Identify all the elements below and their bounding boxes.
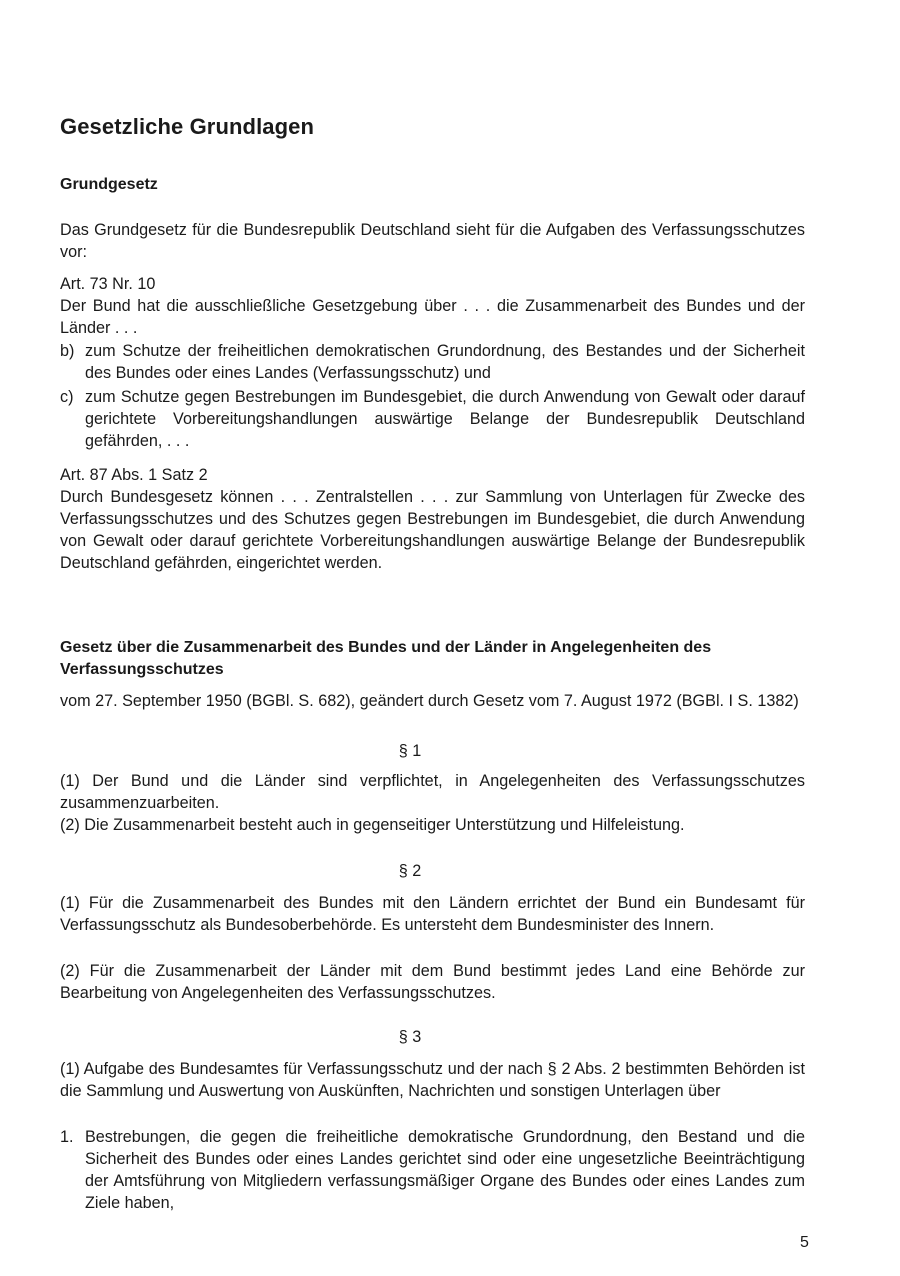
paragraph-1-clause-1: (1) Der Bund und die Länder sind verpflichtet, in Angelegenheiten des Verfassungsschutzes zusammenzuarbeiten. (60, 772, 805, 812)
page-title: Gesetzliche Grundlagen (60, 114, 315, 139)
list-item-text: zum Schutze gegen Bestrebungen im Bundesgebiet, die durch Anwendung von Gewalt oder darauf gerichtete Vorbereitungshandlungen auswärtige Belange der Bundesrepublik Deutschland gefährden, . . . (85, 388, 805, 450)
page-number: 5 (800, 1234, 809, 1251)
section-heading-gesetz: Gesetz über die Zusammenarbeit des Bundes und der Länder in Angelegenheiten des Verfassungsschutzes (60, 639, 712, 678)
art73-item-c (60, 386, 805, 452)
paragraph-1-title: § 1 (398, 742, 422, 760)
art73-item-b (60, 340, 805, 384)
paragraph-3-title: § 3 (398, 1028, 422, 1046)
grundgesetz-intro: Das Grundgesetz für die Bundesrepublik Deutschland sieht für die Aufgaben des Verfassungsschutzes vor: (60, 221, 805, 261)
paragraph-2-clause-1: (1) Für die Zusammenarbeit des Bundes mit den Ländern errichtet der Bund ein Bundesamt für Verfassungsschutz als Bundesoberbehörde. Es untersteht dem Bundesminister des Innern. (60, 894, 805, 934)
paragraph-3-clause-1: (1) Aufgabe des Bundesamtes für Verfassungsschutz und der nach § 2 Abs. 2 bestimmten Behörden ist die Sammlung und Auswertung von Auskünften, Nachrichten und sonstigen Unterlagen über (60, 1060, 805, 1100)
paragraph-3-item-1 (60, 1126, 805, 1214)
list-marker: 1. (60, 1128, 74, 1146)
art73-text: Der Bund hat die ausschließliche Gesetzgebung über . . . die Zusammenarbeit des Bundes und der Länder . . . (60, 297, 805, 337)
paragraph-1-clause-2: (2) Die Zusammenarbeit besteht auch in gegenseitiger Unterstützung und Hilfeleistung. (60, 816, 685, 834)
art87-text: Durch Bundesgesetz können . . . Zentralstellen . . . zur Sammlung von Unterlagen für Zwecke des Verfassungsschutzes und des Schutzes gegen Bestrebungen im Bundesgebiet, die durch Anwendung von Gewalt oder darauf gerichtete Vorbereitungshandlungen auswärtige Belange der Bundesrepublik Deutschland gefährden, eingerichtet werden. (60, 488, 805, 572)
gesetz-date: vom 27. September 1950 (BGBl. S. 682), geändert durch Gesetz vom 7. August 1972 (BGBl. I S. 1382) (60, 692, 799, 710)
art87-reference: Art. 87 Abs. 1 Satz 2 (60, 466, 208, 484)
section-heading-grundgesetz: Grundgesetz (60, 176, 158, 193)
art73-reference: Art. 73 Nr. 10 (60, 275, 156, 293)
list-item-text: Bestrebungen, die gegen die freiheitliche demokratische Grundordnung, den Bestand und die Sicherheit des Bundes oder eines Landes gerichtet sind oder eine ungesetzliche Beeinträchtigung der Amtsführung von Mitgliedern verfassungsmäßiger Organe des Bundes oder eines Landes zum Ziele haben, (85, 1128, 805, 1212)
paragraph-2-title: § 2 (398, 862, 422, 880)
list-marker: b) (60, 342, 75, 360)
list-marker: c) (60, 388, 74, 406)
paragraph-2-clause-2: (2) Für die Zusammenarbeit der Länder mit dem Bund bestimmt jedes Land eine Behörde zur Bearbeitung von Angelegenheiten des Verfassungsschutzes. (60, 962, 805, 1002)
list-item-text: zum Schutze der freiheitlichen demokratischen Grundordnung, des Bestandes und der Sicherheit des Bundes oder eines Landes (Verfassungsschutz) und (85, 342, 805, 382)
